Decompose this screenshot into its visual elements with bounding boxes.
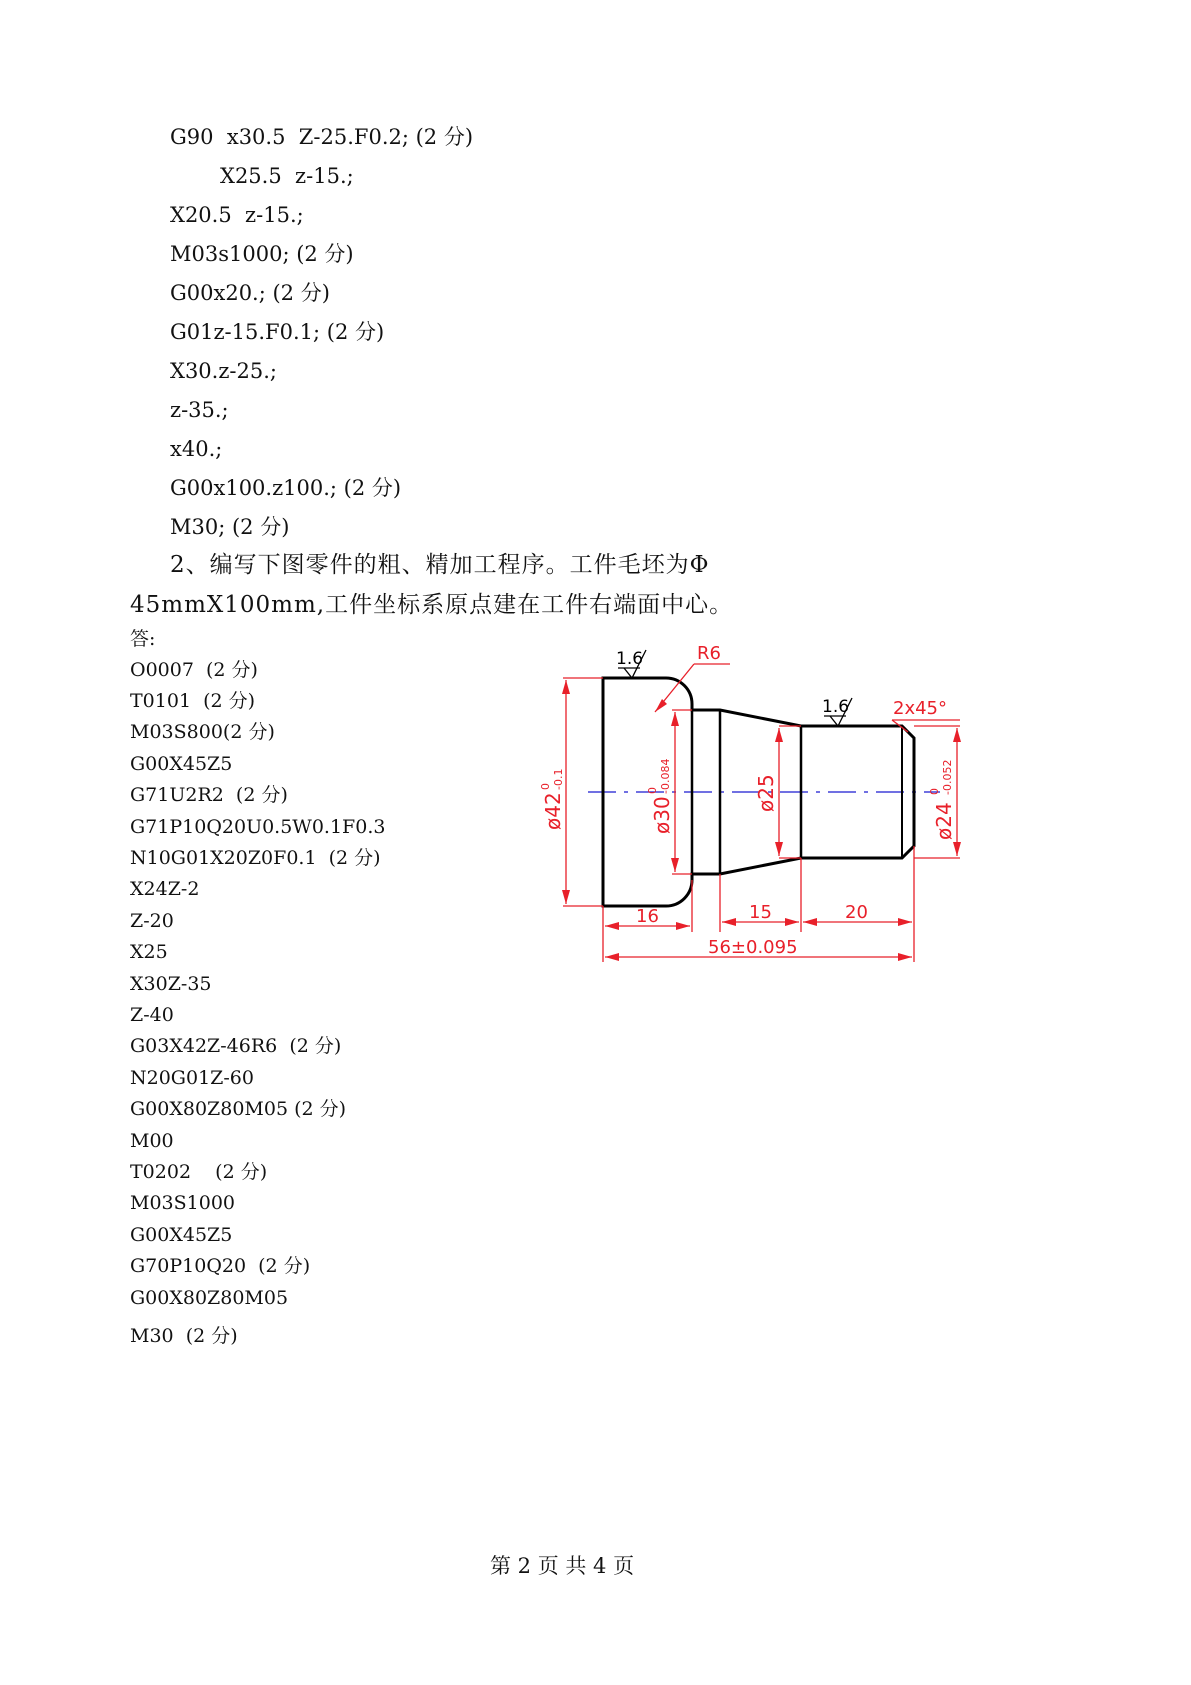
- program1-line: x40.;: [170, 437, 223, 461]
- program1-line: z-35.;: [170, 398, 229, 422]
- dia30-label: ø30: [650, 796, 674, 834]
- radius-label: R6: [697, 643, 721, 664]
- program2-line: N10G01X20Z0F0.1 (2 分): [130, 847, 381, 869]
- program1-line: M30; (2 分): [170, 515, 290, 539]
- dia42-label: ø42: [541, 792, 565, 830]
- roughness-right-label: 1.6: [822, 697, 850, 717]
- dia42-tol-lower: -0.1: [552, 768, 565, 790]
- program2-line: G00X45Z5: [130, 1224, 233, 1246]
- program2-line: G70P10Q20 (2 分): [130, 1255, 311, 1277]
- len16-label: 16: [636, 906, 659, 927]
- question2-line2: 45mmX100mm,工件坐标系原点建在工件右端面中心。: [130, 592, 734, 618]
- dia24-label: ø24: [932, 802, 956, 840]
- program2-line: X30Z-35: [130, 973, 212, 995]
- program2-line: T0101 (2 分): [130, 690, 256, 712]
- program2-line: N20G01Z-60: [130, 1067, 254, 1089]
- dia25-label: ø25: [754, 774, 778, 812]
- len-total-label: 56±0.095: [708, 937, 798, 958]
- program2-line: X24Z-2: [130, 878, 200, 900]
- program2-line: G71U2R2 (2 分): [130, 784, 288, 806]
- dia30-tol-upper: 0: [646, 787, 659, 794]
- program2-line: G71P10Q20U0.5W0.1F0.3: [130, 816, 386, 838]
- program2-line: G03X42Z-46R6 (2 分): [130, 1035, 342, 1057]
- program1-line: X25.5 z-15.;: [220, 164, 354, 188]
- len20-label: 20: [845, 902, 868, 923]
- program2-line: Z-40: [130, 1004, 174, 1026]
- dia24-tol-upper: 0: [928, 788, 941, 795]
- program1-line: G01z-15.F0.1; (2 分): [170, 320, 385, 344]
- program1-line: G00x100.z100.; (2 分): [170, 476, 402, 500]
- len15-label: 15: [749, 902, 772, 923]
- program2-line: X25: [130, 941, 168, 963]
- program2-line: G00X45Z5: [130, 753, 233, 775]
- answer-label: 答:: [130, 628, 156, 650]
- program2-line: M00: [130, 1130, 174, 1152]
- program1-line: X20.5 z-15.;: [170, 203, 304, 227]
- page-footer: 第 2 页 共 4 页: [490, 1554, 635, 1578]
- program2-line: O0007 (2 分): [130, 659, 258, 681]
- program1-line: G90 x30.5 Z-25.F0.2; (2 分): [170, 125, 474, 149]
- program1-line: G00x20.; (2 分): [170, 281, 330, 305]
- program2-line: Z-20: [130, 910, 174, 932]
- program2-line: T0202 (2 分): [130, 1161, 268, 1183]
- dia30-tol-lower: -0.084: [659, 758, 672, 794]
- dia42-tol-upper: 0: [539, 783, 552, 790]
- program1-line: M03s1000; (2 分): [170, 242, 354, 266]
- program2-line: G00X80Z80M05 (2 分): [130, 1098, 347, 1120]
- program2-line: G00X80Z80M05: [130, 1287, 289, 1309]
- program2-line: M30 (2 分): [130, 1325, 238, 1347]
- roughness-left-label: 1.6: [616, 649, 644, 669]
- question2-line1: 2、编写下图零件的粗、精加工程序。工件毛坯为Φ: [170, 552, 710, 578]
- program1-line: X30.z-25.;: [170, 359, 277, 383]
- program2-line: M03S1000: [130, 1192, 236, 1214]
- chamfer-label: 2x45°: [893, 698, 948, 719]
- dia24-tol-lower: -0.052: [941, 759, 954, 795]
- program2-line: M03S800(2 分): [130, 721, 275, 743]
